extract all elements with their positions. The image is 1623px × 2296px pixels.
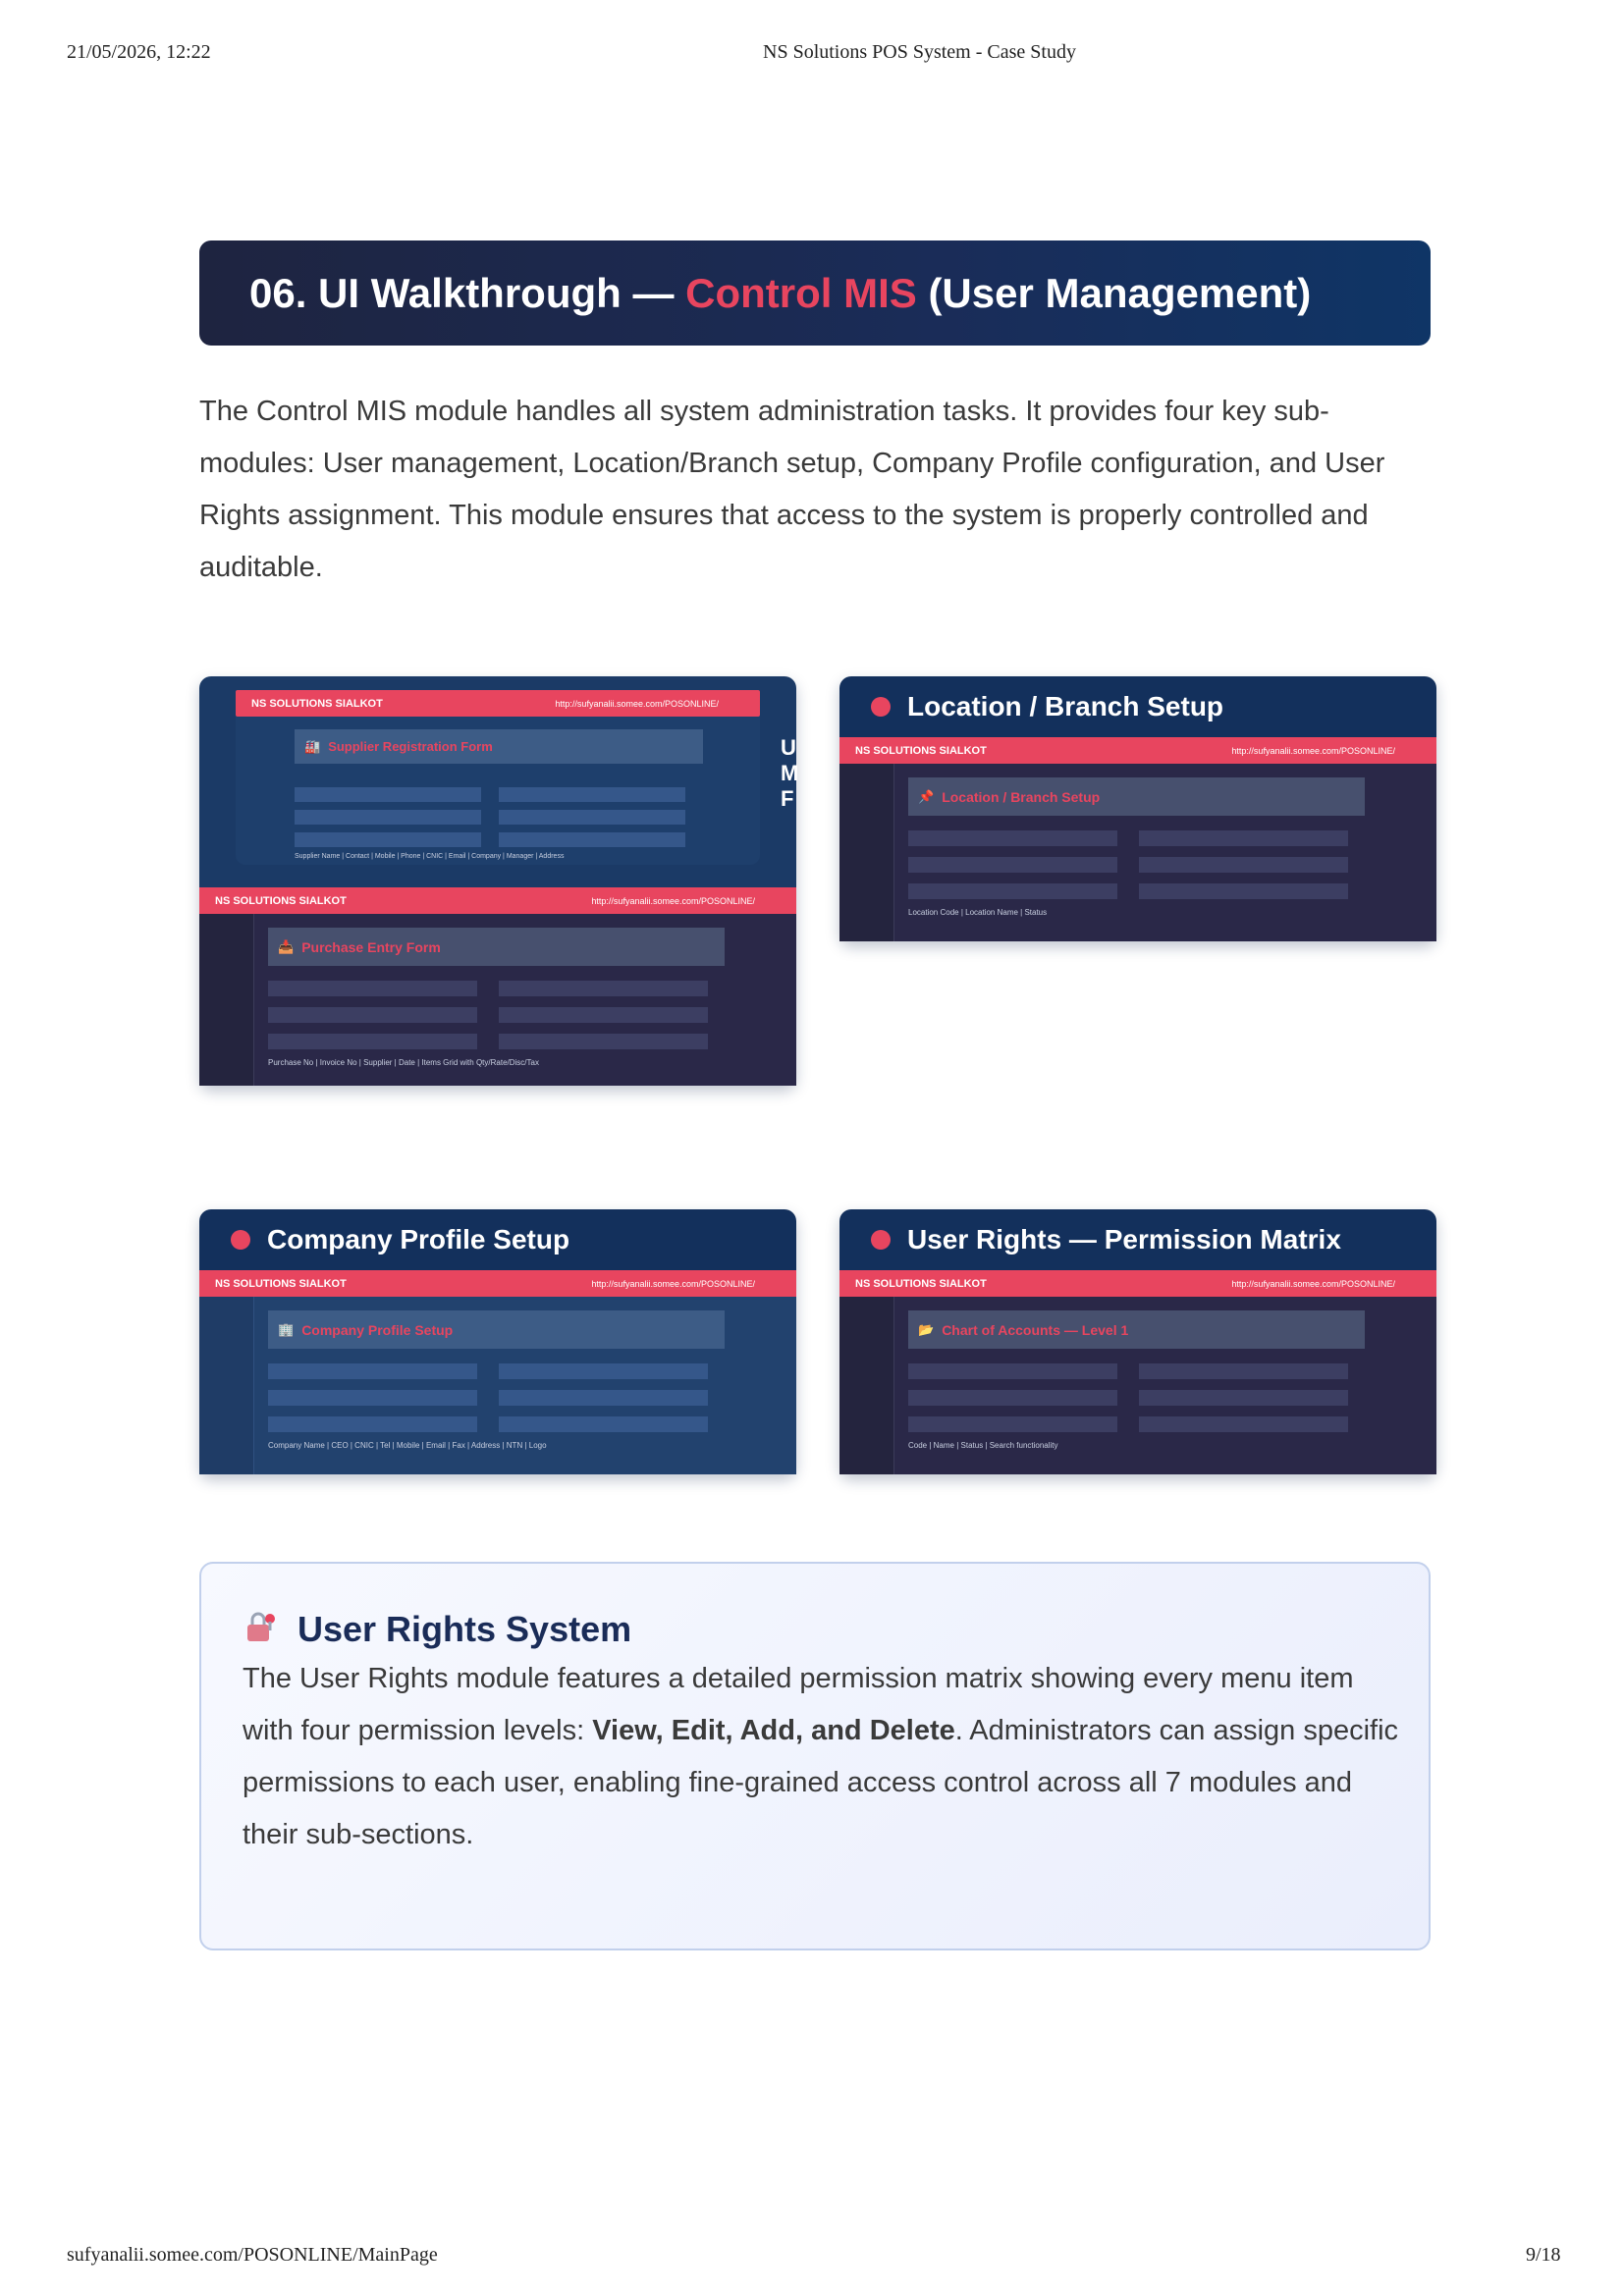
form-caption: Code | Name | Status | Search functionality xyxy=(908,1441,1058,1450)
form-field xyxy=(268,1390,477,1406)
card-title: User Rights — Permission Matrix xyxy=(839,1209,1436,1270)
clipped-title: U M F xyxy=(781,735,799,811)
permission-levels: View, Edit, Add, and Delete xyxy=(592,1715,955,1746)
lock-key-icon xyxy=(244,1611,278,1644)
form-field xyxy=(499,810,685,825)
app-url: http://sufyanalii.somee.com/POSONLINE/ xyxy=(1231,745,1395,756)
form-field xyxy=(908,883,1117,899)
form-field xyxy=(908,1416,1117,1432)
form-caption: Purchase No | Invoice No | Supplier | Date | Items Grid with Qty/Rate/Disc/Tax xyxy=(268,1058,539,1067)
form-field xyxy=(1139,1390,1348,1406)
form-field xyxy=(499,981,708,996)
building-icon: 🏢 xyxy=(278,1321,295,1337)
form-title: 📌 Location / Branch Setup xyxy=(908,777,1365,816)
form-field xyxy=(268,981,477,996)
card-company-profile xyxy=(199,1209,796,1474)
form-field xyxy=(1139,1416,1348,1432)
form-field xyxy=(908,830,1117,846)
form-field xyxy=(908,857,1117,873)
form-caption: Supplier Name | Contact | Mobile | Phone | CNIC | Email | Company | Manager | Address xyxy=(295,853,565,860)
form-title: 🏢 Company Profile Setup xyxy=(268,1310,725,1349)
form-caption: Company Name | CEO | CNIC | Tel | Mobile | Email | Fax | Address | NTN | Logo xyxy=(268,1441,547,1450)
app-brand: NS SOLUTIONS SIALKOT xyxy=(251,697,383,710)
page-number: 9/18 xyxy=(1526,2244,1561,2266)
card-title: Company Profile Setup xyxy=(199,1209,796,1270)
form-field xyxy=(499,1034,708,1049)
sidebar xyxy=(839,1297,894,1474)
form-field xyxy=(295,810,481,825)
form-field xyxy=(1139,830,1348,846)
card-user-management xyxy=(199,676,799,1086)
pin-icon: 📌 xyxy=(918,788,935,804)
app-brand: NS SOLUTIONS SIALKOT xyxy=(215,894,347,907)
print-title: NS Solutions POS System - Case Study xyxy=(763,41,1076,63)
section-title-accent: Control MIS xyxy=(685,269,917,316)
app-url: http://sufyanalii.somee.com/POSONLINE/ xyxy=(1231,1278,1395,1289)
form-field xyxy=(499,787,685,802)
form-field xyxy=(1139,883,1348,899)
bullet-dot-icon xyxy=(231,1230,250,1250)
form-field xyxy=(908,1390,1117,1406)
form-field xyxy=(499,1416,708,1432)
form-caption: Location Code | Location Name | Status xyxy=(908,908,1048,917)
section-banner xyxy=(199,240,1431,346)
form-field xyxy=(499,1007,708,1023)
folder-icon: 📂 xyxy=(918,1321,935,1337)
form-field xyxy=(499,1363,708,1379)
screenshot-supplier-form xyxy=(236,690,760,865)
app-brand: NS SOLUTIONS SIALKOT xyxy=(855,744,987,757)
app-brand: NS SOLUTIONS SIALKOT xyxy=(215,1277,347,1290)
form-title: 📥 Purchase Entry Form xyxy=(268,928,725,966)
form-field xyxy=(268,1363,477,1379)
sidebar xyxy=(839,764,894,941)
screenshot-company-form xyxy=(199,1270,796,1474)
form-field xyxy=(268,1007,477,1023)
form-field xyxy=(1139,1363,1348,1379)
form-field xyxy=(499,832,685,847)
bullet-dot-icon xyxy=(871,697,891,717)
intro-paragraph: The Control MIS module handles all system administration tasks. It provides four key sub-modules: User management, Location/Branch setup, Company Profile configuration, and User Rights assignment. This module ensures that access to the system is properly controlled and auditable. xyxy=(199,396,1385,583)
user-rights-callout xyxy=(199,1562,1431,1950)
form-title: 📂 Chart of Accounts — Level 1 xyxy=(908,1310,1365,1349)
screenshot-accounts-form xyxy=(839,1270,1436,1474)
form-field xyxy=(268,1416,477,1432)
screenshot-purchase-form xyxy=(199,887,796,1086)
card-location-setup xyxy=(839,676,1436,941)
app-url: http://sufyanalii.somee.com/POSONLINE/ xyxy=(555,698,719,709)
app-url: http://sufyanalii.somee.com/POSONLINE/ xyxy=(591,895,755,906)
form-field xyxy=(268,1034,477,1049)
bullet-dot-icon xyxy=(871,1230,891,1250)
form-field xyxy=(1139,857,1348,873)
inbox-icon: 📥 xyxy=(278,938,295,954)
form-field xyxy=(908,1363,1117,1379)
app-brand: NS SOLUTIONS SIALKOT xyxy=(855,1277,987,1290)
sidebar xyxy=(199,1297,254,1474)
form-field xyxy=(499,1390,708,1406)
form-title: 🏭 Supplier Registration Form xyxy=(295,729,703,764)
screenshot-location-form xyxy=(839,737,1436,941)
sidebar xyxy=(199,914,254,1086)
app-url: http://sufyanalii.somee.com/POSONLINE/ xyxy=(591,1278,755,1289)
print-datetime: 21/05/2026, 12:22 xyxy=(67,41,211,63)
print-footer-url: sufyanalii.somee.com/POSONLINE/MainPage xyxy=(67,2244,438,2266)
card-title: Location / Branch Setup xyxy=(839,676,1436,737)
factory-icon: 🏭 xyxy=(304,738,321,754)
form-field xyxy=(295,787,481,802)
callout-title: User Rights System xyxy=(298,1609,632,1649)
callout-text: The User Rights module features a detailed permission matrix showing every menu item with four permission levels: View, Edit, Add, and Delete. Administrators can assign specific permissions to each user, enabling fine-grained access control across all 7 modules and their sub-sections. xyxy=(243,1663,1399,1850)
section-title: 06. UI Walkthrough — Control MIS (User Management) xyxy=(249,269,1312,316)
card-user-rights xyxy=(839,1209,1436,1474)
form-field xyxy=(295,832,481,847)
